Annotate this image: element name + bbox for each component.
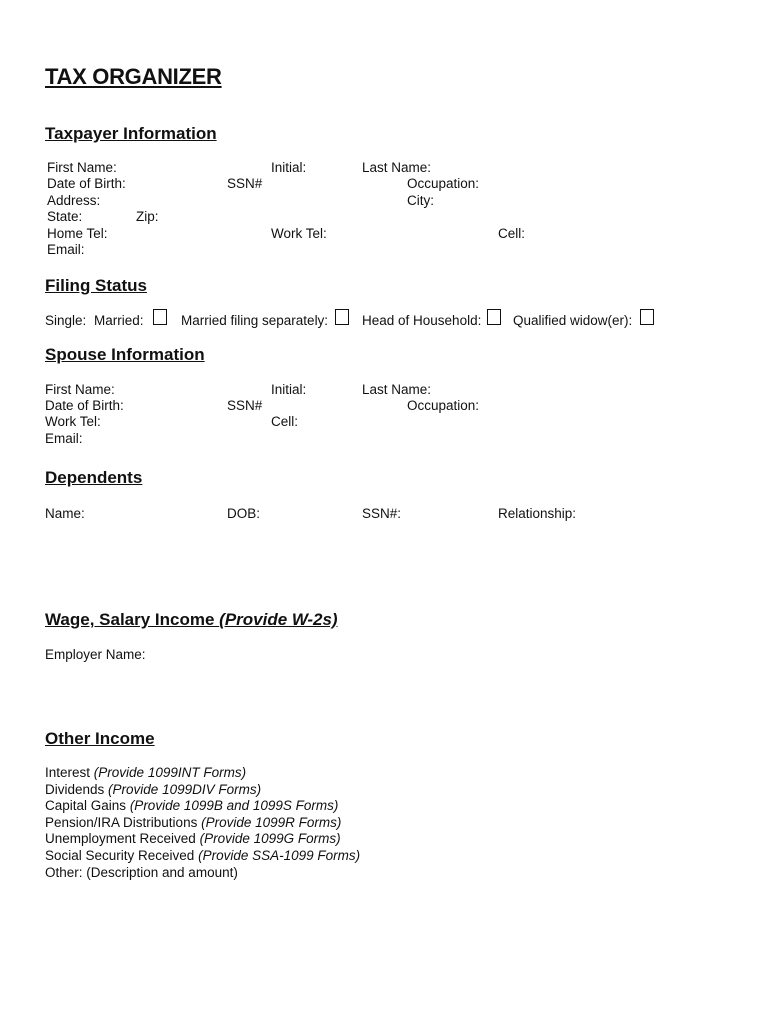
spouse-first-name-label: First Name:	[45, 382, 115, 397]
filing-qualified-widow-label: Qualified widow(er):	[513, 313, 633, 328]
dependents-heading: Dependents	[45, 468, 143, 487]
taxpayer-initial-label: Initial:	[271, 160, 307, 175]
spouse-email-label: Email:	[45, 431, 83, 446]
taxpayer-occupation-label: Occupation:	[407, 176, 480, 191]
taxpayer-cell-label: Cell:	[498, 226, 526, 241]
dependents-dob-label: DOB:	[227, 506, 261, 521]
list-item: Capital Gains (Provide 1099B and 1099S Forms)	[45, 798, 339, 814]
filing-status-heading: Filing Status	[45, 276, 147, 295]
list-item: Interest (Provide 1099INT Forms)	[45, 765, 247, 780]
list-item: Unemployment Received (Provide 1099G Forms)	[45, 831, 341, 847]
dependents-relationship-label: Relationship:	[498, 506, 577, 521]
taxpayer-address-label: Address:	[47, 193, 101, 208]
taxpayer-first-name-label: First Name:	[47, 160, 117, 175]
taxpayer-last-name-label: Last Name:	[362, 160, 432, 175]
married-separately-checkbox[interactable]	[335, 309, 349, 325]
taxpayer-heading: Taxpayer Information	[45, 124, 217, 143]
taxpayer-email-label: Email:	[47, 242, 85, 257]
qualified-widow-checkbox[interactable]	[640, 309, 654, 325]
list-item: Pension/IRA Distributions (Provide 1099R Forms)	[45, 814, 342, 830]
head-of-household-checkbox[interactable]	[487, 309, 501, 325]
wage-heading	[45, 610, 338, 630]
spouse-ssn-label: SSN#	[227, 398, 263, 413]
wage-heading-label: Wage, Salary Income	[45, 610, 215, 629]
list-item: Other: (Description and amount)	[45, 864, 238, 880]
taxpayer-zip-label: Zip:	[136, 209, 159, 224]
taxpayer-dob-label: Date of Birth:	[47, 176, 126, 191]
wage-heading-note: (Provide W-2s)	[219, 610, 338, 629]
spouse-occupation-label: Occupation:	[407, 398, 480, 413]
spouse-last-name-label: Last Name:	[362, 382, 432, 397]
taxpayer-work-tel-label: Work Tel:	[271, 226, 327, 241]
dependents-name-label: Name:	[45, 506, 85, 521]
dependents-ssn-label: SSN#:	[362, 506, 402, 521]
spouse-initial-label: Initial:	[271, 382, 307, 397]
married-checkbox[interactable]	[153, 309, 167, 325]
spouse-work-tel-label: Work Tel:	[45, 414, 101, 429]
employer-name-label: Employer Name:	[45, 647, 146, 662]
taxpayer-ssn-label: SSN#	[227, 176, 263, 191]
spouse-cell-label: Cell:	[271, 414, 299, 429]
other-income-list	[45, 765, 360, 881]
filing-married-label: Married:	[94, 313, 144, 328]
filing-single-label: Single:	[45, 313, 87, 328]
page-title: TAX ORGANIZER	[45, 64, 222, 89]
spouse-heading: Spouse Information	[45, 345, 205, 364]
other-income-heading: Other Income	[45, 729, 155, 748]
taxpayer-home-tel-label: Home Tel:	[47, 226, 108, 241]
taxpayer-city-label: City:	[407, 193, 434, 208]
list-item: Social Security Received (Provide SSA-1099 Forms)	[45, 847, 361, 863]
filing-married-separately-label: Married filing separately:	[181, 313, 329, 328]
spouse-dob-label: Date of Birth:	[45, 398, 124, 413]
taxpayer-state-label: State:	[47, 209, 83, 224]
list-item: Dividends (Provide 1099DIV Forms)	[45, 781, 262, 797]
filing-head-of-household-label: Head of Household:	[362, 313, 482, 328]
